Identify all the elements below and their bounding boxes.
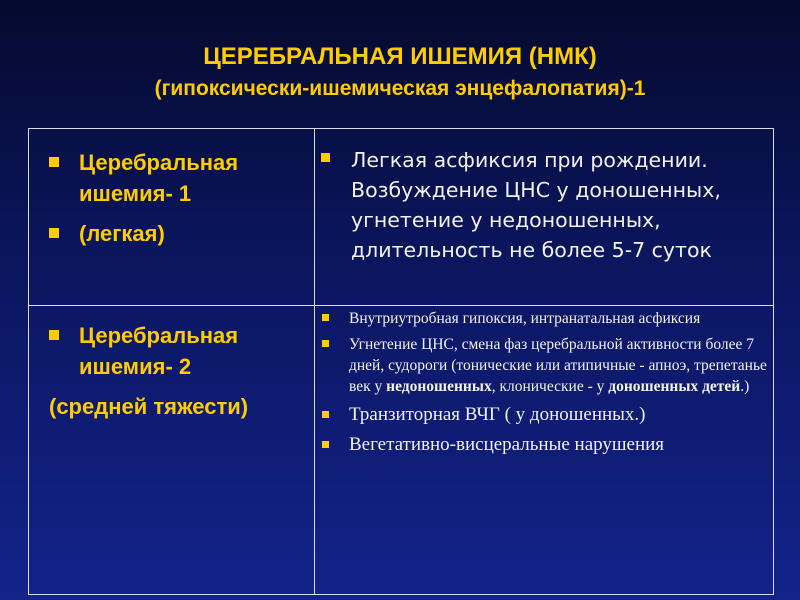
title-line-2: (гипоксически-ишемическая энцефалопатия)-1 — [154, 77, 646, 100]
list-item-text: Внутриутробная гипоксия, интранатальная асфиксия — [349, 310, 701, 327]
table-row — [29, 129, 774, 306]
severity-label: (средней тяжести) — [49, 394, 249, 419]
list-item-text-part: .) — [740, 378, 750, 395]
content-table — [28, 128, 774, 595]
list-item — [319, 402, 767, 428]
list-item — [49, 320, 302, 382]
list-item-text: Церебральная ишемия- 1 — [79, 150, 239, 206]
list-item-bold-text: доношенных детей — [608, 378, 741, 395]
list-item-bold-text: недоношенных — [386, 378, 492, 395]
list-item-text: Церебральная ишемия- 2 — [79, 323, 239, 379]
list-item — [319, 145, 763, 265]
slide-title — [0, 40, 800, 104]
row2-right-list — [315, 306, 773, 458]
square-bullet-icon — [322, 314, 329, 321]
list-item — [319, 334, 767, 397]
row2-left-cell — [29, 306, 315, 595]
list-item-text: Вегетативно-висцеральные нарушения — [349, 434, 665, 455]
row1-left-cell — [29, 129, 315, 306]
row1-left-list — [29, 129, 314, 249]
list-item — [319, 432, 767, 458]
row2-right-cell — [315, 306, 774, 595]
square-bullet-icon — [322, 340, 329, 347]
square-bullet-icon — [322, 441, 329, 448]
square-bullet-icon — [321, 153, 330, 162]
square-bullet-icon — [49, 228, 59, 238]
list-item-text-part: Угнетение ЦНС, смена фаз церебральной активности более 7 дней, судороги (тонические или атипичные - апноэ, трепетанье век у — [349, 336, 767, 395]
square-bullet-icon — [49, 157, 59, 167]
square-bullet-icon — [49, 330, 59, 340]
list-item-text: Легкая асфиксия при рождении. Возбуждение ЦНС у доношенных, угнетение у недоношенных, длительность не более 5-7 суток — [351, 148, 721, 262]
table-row — [29, 306, 774, 595]
list-item-text-part: , клонические - у — [491, 378, 609, 395]
row1-right-cell — [315, 129, 774, 306]
list-item-text: Транзиторная ВЧГ ( у доношенных.) — [349, 404, 646, 425]
row2-left-list — [29, 306, 314, 382]
list-item — [49, 147, 302, 209]
title-line-1: ЦЕРЕБРАЛЬНАЯ ИШЕМИЯ (НМК) — [203, 43, 597, 70]
list-item — [49, 218, 302, 249]
list-item-text: (легкая) — [79, 221, 165, 246]
list-item — [319, 308, 767, 329]
square-bullet-icon — [322, 411, 329, 418]
row1-right-list — [315, 129, 773, 265]
